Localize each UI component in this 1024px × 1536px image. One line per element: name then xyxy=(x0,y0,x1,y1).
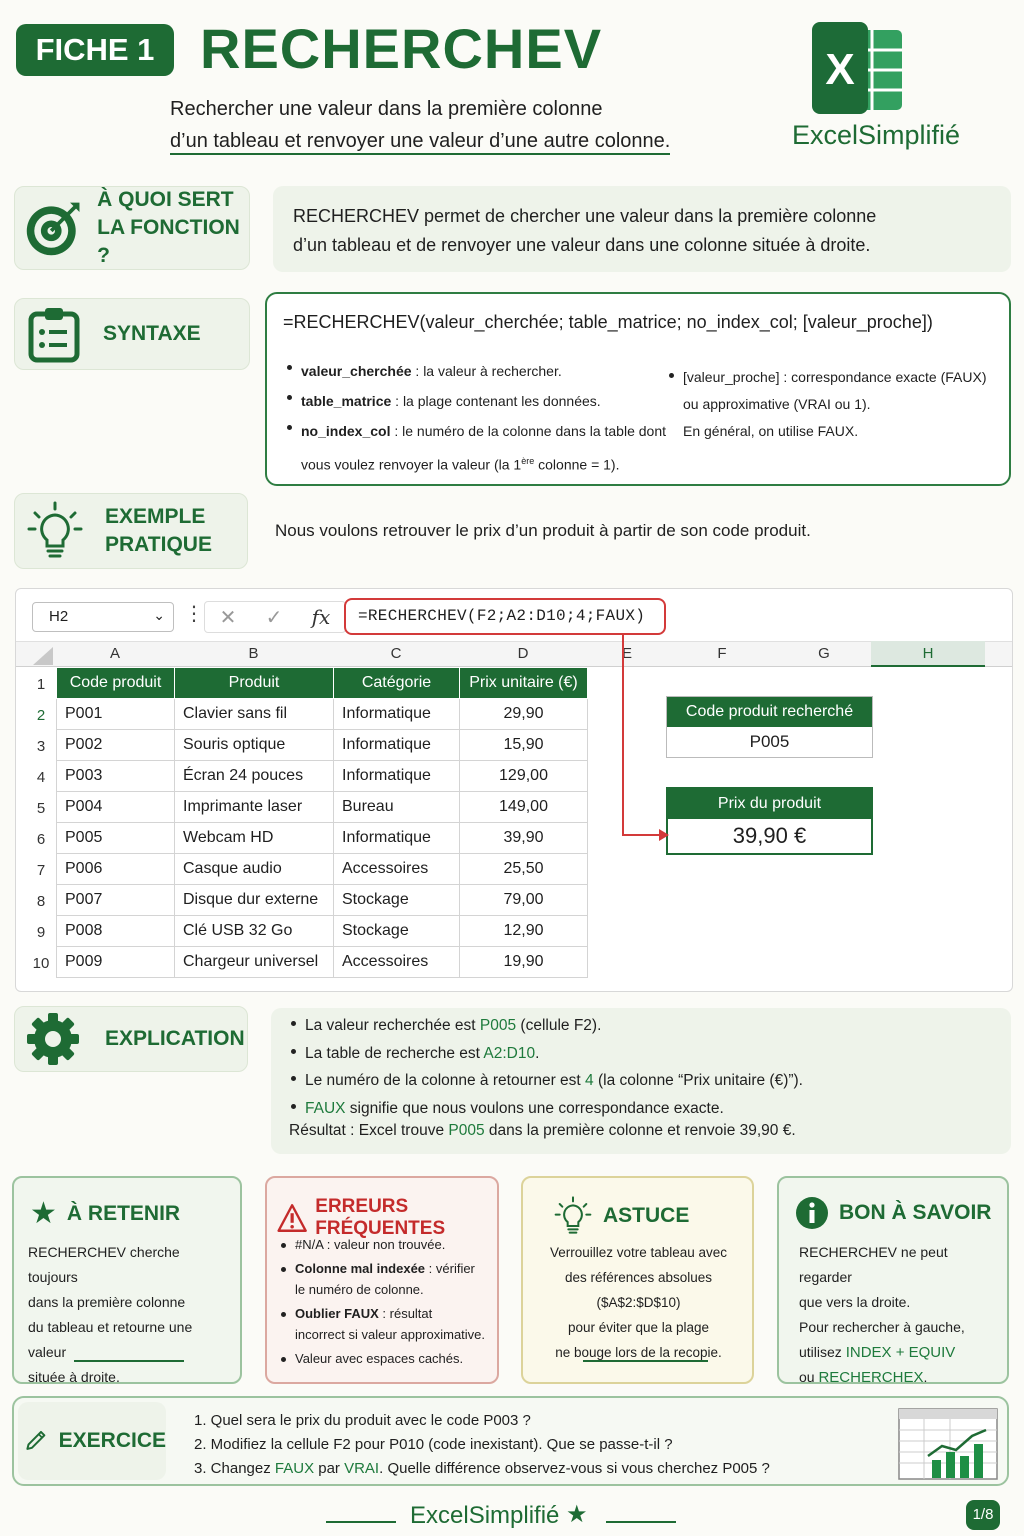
table-cell[interactable]: 29,90 xyxy=(460,699,588,730)
table-cell[interactable]: P001 xyxy=(57,699,175,730)
table-row xyxy=(57,854,588,885)
excel-logo-icon xyxy=(810,20,906,120)
clipboard-icon xyxy=(25,304,85,364)
table-cell[interactable]: P008 xyxy=(57,916,175,947)
table-cell[interactable]: 39,90 xyxy=(460,823,588,854)
exercise-question: 1. Quel sera le prix du produit avec le code P003 ? xyxy=(194,1412,531,1429)
table-cell[interactable]: 149,00 xyxy=(460,792,588,823)
result-label: Prix du produit xyxy=(668,789,871,819)
table-cell[interactable]: P004 xyxy=(57,792,175,823)
syntax-label: SYNTAXE xyxy=(103,322,201,345)
example-label-box xyxy=(14,493,248,569)
table-cell[interactable]: P003 xyxy=(57,761,175,792)
lookup-label: Code produit recherché xyxy=(667,697,872,727)
table-cell[interactable]: Webcam HD xyxy=(175,823,334,854)
syntax-args-list xyxy=(285,356,685,480)
syntax-formula: =RECHERCHEV(valeur_cherchée; table_matrice; no_index_col; [valeur_proche]) xyxy=(283,312,933,332)
astuce-title: ASTUCE xyxy=(603,1204,690,1227)
table-cell[interactable]: Imprimante laser xyxy=(175,792,334,823)
table-cell[interactable]: Clavier sans fil xyxy=(175,699,334,730)
explanation-result: Résultat : Excel trouve P005 dans la première colonne et renvoie 39,90 €. xyxy=(289,1122,796,1139)
syntax-arg-2: table_matrice : la plage contenant les données. xyxy=(285,386,685,416)
table-cell[interactable]: 12,90 xyxy=(460,916,588,947)
explanation-card xyxy=(271,1008,1011,1154)
lookup-value-cell[interactable]: P005 xyxy=(667,727,872,757)
formula-arrow-icon xyxy=(611,631,671,841)
erreur-item: Colonne mal indexée : vérifier le numéro de colonne. xyxy=(279,1258,495,1301)
purpose-label-box xyxy=(14,186,250,270)
col-header-a[interactable]: A xyxy=(109,645,120,662)
fiche-badge: FICHE 1 xyxy=(16,24,174,76)
col-header-c[interactable]: C xyxy=(390,645,402,662)
footer-brand: ExcelSimplifié xyxy=(410,1502,560,1529)
exercise-label: EXERCICE xyxy=(58,1429,166,1452)
explanation-item: Le numéro de la colonne à retourner est 4 (la colonne “Prix unitaire (€)”). xyxy=(289,1067,803,1095)
table-cell[interactable]: P009 xyxy=(57,947,175,978)
data-table xyxy=(56,667,588,978)
cancel-icon[interactable]: ✕ xyxy=(219,606,237,629)
table-header-cell[interactable]: Produit xyxy=(175,668,334,699)
col-header-h[interactable]: H xyxy=(871,641,985,667)
table-cell[interactable]: Chargeur universel xyxy=(175,947,334,978)
subtitle xyxy=(170,93,670,157)
page-number-badge: 1/8 xyxy=(966,1500,1000,1530)
astuce-text: Verrouillez votre tableau avec des références absolues ($A$2:$D$10) pour éviter que la plage ne bouge lors de la recopie. xyxy=(549,1245,728,1360)
syntax-label-box xyxy=(14,298,250,370)
explanation-list xyxy=(289,1012,803,1122)
exercise-questions xyxy=(194,1409,770,1481)
row-number[interactable]: 2 xyxy=(36,707,46,724)
table-row xyxy=(57,947,588,978)
exercise-question: 3. Changez FAUX par VRAI. Quelle différence observez-vous si vous cherchez P005 ? xyxy=(194,1460,770,1477)
spreadsheet-chart-icon xyxy=(898,1408,998,1480)
purpose-text-1: RECHERCHEV permet de chercher une valeur dans la première colonne xyxy=(293,206,877,226)
formula-input[interactable]: =RECHERCHEV(F2;A2:D10;4;FAUX) xyxy=(344,598,666,635)
example-label-1: EXEMPLE xyxy=(105,505,206,528)
syntax-option-note: [valeur_proche] : correspondance exacte (FAUX) ou approximative (VRAI ou 1). En général, on utilise FAUX. xyxy=(667,364,1007,445)
retenir-title: À RETENIR xyxy=(66,1201,181,1225)
col-header-g[interactable]: G xyxy=(818,645,830,662)
row-number[interactable]: 7 xyxy=(36,862,46,879)
col-header-f[interactable]: F xyxy=(717,645,727,662)
syntax-arg-1: valeur_cherchée : la valeur à rechercher. xyxy=(285,356,685,386)
table-cell[interactable]: 15,90 xyxy=(460,730,588,761)
table-row xyxy=(57,761,588,792)
spreadsheet xyxy=(15,588,1013,992)
table-cell[interactable]: Casque audio xyxy=(175,854,334,885)
info-icon xyxy=(795,1196,829,1230)
warning-icon xyxy=(277,1200,307,1236)
table-cell[interactable]: Clé USB 32 Go xyxy=(175,916,334,947)
example-text: Nous voulons retrouver le prix d’un produit à partir de son code produit. xyxy=(275,521,811,540)
page-title: RECHERCHEV xyxy=(200,17,603,80)
table-cell[interactable]: Accessoires xyxy=(334,854,460,885)
col-header-b[interactable]: B xyxy=(248,645,259,662)
syntax-card xyxy=(265,292,1011,486)
table-cell[interactable]: P007 xyxy=(57,885,175,916)
formula-buttons xyxy=(204,601,346,633)
table-cell[interactable]: Stockage xyxy=(334,885,460,916)
explanation-label: EXPLICATION xyxy=(105,1027,245,1050)
erreurs-title: ERREURS FRÉQUENTES xyxy=(315,1196,446,1239)
star-icon: ★ xyxy=(30,1197,57,1230)
gear-icon xyxy=(25,1011,81,1067)
divider xyxy=(74,1360,184,1362)
table-cell[interactable]: Informatique xyxy=(334,730,460,761)
select-all-icon[interactable] xyxy=(33,647,53,665)
table-row xyxy=(57,916,588,947)
explanation-item: La valeur recherchée est P005 (cellule F2). xyxy=(289,1012,803,1040)
chevron-down-icon: ⌄ xyxy=(153,607,165,623)
table-cell[interactable]: P006 xyxy=(57,854,175,885)
subtitle-line-2: d’un tableau et renvoyer une valeur d’une autre colonne. xyxy=(170,130,670,155)
insert-function-icon[interactable]: fx xyxy=(311,605,331,629)
table-row xyxy=(57,730,588,761)
more-options-icon[interactable]: ⋮ xyxy=(184,603,204,625)
table-header-cell[interactable]: Catégorie xyxy=(334,668,460,699)
brand-logo-text: ExcelSimplifié xyxy=(792,120,961,150)
table-cell[interactable]: 25,50 xyxy=(460,854,588,885)
row-number[interactable]: 10 xyxy=(32,955,50,972)
bon-title: BON À SAVOIR xyxy=(839,1201,992,1224)
confirm-icon[interactable]: ✓ xyxy=(265,606,283,629)
table-cell[interactable]: 79,00 xyxy=(460,885,588,916)
formula-bar xyxy=(16,589,1012,641)
purpose-label-2: LA FONCTION ? xyxy=(97,216,240,267)
table-row xyxy=(57,792,588,823)
row-number[interactable]: 4 xyxy=(36,769,46,786)
row-number[interactable]: 9 xyxy=(36,924,46,941)
table-cell[interactable]: Écran 24 pouces xyxy=(175,761,334,792)
name-box[interactable]: H2 ⌄ xyxy=(32,602,174,632)
retenir-text: RECHERCHEV cherche toujours dans la première colonne du tableau et retourne une valeur située à droite. xyxy=(28,1244,193,1385)
erreurs-card xyxy=(265,1176,499,1384)
footer-divider-left xyxy=(326,1521,396,1523)
col-header-d[interactable]: D xyxy=(517,645,529,662)
table-cell[interactable]: Accessoires xyxy=(334,947,460,978)
explanation-label-box xyxy=(14,1006,248,1072)
table-cell[interactable]: Stockage xyxy=(334,916,460,947)
exercise-question: 2. Modifiez la cellule F2 pour P010 (code inexistant). Que se passe-t-il ? xyxy=(194,1436,673,1453)
retenir-card xyxy=(12,1176,242,1384)
subtitle-line-1: Rechercher une valeur dans la première colonne xyxy=(170,98,603,120)
row-number[interactable]: 3 xyxy=(36,738,46,755)
table-cell[interactable]: P002 xyxy=(57,730,175,761)
table-cell[interactable]: Souris optique xyxy=(175,730,334,761)
purpose-label-1: À QUOI SERT xyxy=(97,188,234,211)
explanation-item: FAUX signifie que nous voulons une correspondance exacte. xyxy=(289,1095,803,1123)
row-number[interactable]: 1 xyxy=(36,676,46,693)
table-cell[interactable]: Informatique xyxy=(334,823,460,854)
table-cell[interactable]: Disque dur externe xyxy=(175,885,334,916)
logo-letter: X xyxy=(825,45,855,94)
table-header-cell[interactable]: Prix unitaire (€) xyxy=(460,668,588,699)
lookup-cell-box xyxy=(666,696,873,758)
divider xyxy=(583,1360,708,1362)
table-header-cell[interactable]: Code produit xyxy=(57,668,175,699)
purpose-text-2: d’un tableau et de renvoyer une valeur dans une colonne située à droite. xyxy=(293,235,871,255)
col-header-e[interactable]: E xyxy=(621,645,632,662)
row-number[interactable]: 5 xyxy=(36,800,46,817)
footer-divider-right xyxy=(606,1521,676,1523)
table-cell[interactable]: P005 xyxy=(57,823,175,854)
result-value-cell[interactable]: 39,90 € xyxy=(668,819,871,853)
exercise-label-box xyxy=(18,1402,166,1480)
example-label-2: PRATIQUE xyxy=(105,533,212,556)
table-header-row xyxy=(57,668,588,699)
table-cell[interactable]: Informatique xyxy=(334,761,460,792)
table-cell[interactable]: 19,90 xyxy=(460,947,588,978)
row-number[interactable]: 6 xyxy=(36,831,46,848)
explanation-item: La table de recherche est A2:D10. xyxy=(289,1040,803,1068)
lightbulb-icon xyxy=(27,501,83,561)
exercise-card xyxy=(12,1396,1009,1486)
bon-text: RECHERCHEV ne peut regarder que vers la droite. Pour rechercher à gauche, utilisez INDEX + EQUIV ou RECHERCHEX. xyxy=(799,1244,965,1386)
erreur-item: #N/A : valeur non trouvée. xyxy=(279,1234,495,1256)
target-icon xyxy=(23,195,85,261)
astuce-card xyxy=(521,1176,754,1384)
table-cell[interactable]: Bureau xyxy=(334,792,460,823)
star-icon: ★ xyxy=(566,1501,588,1528)
bon-a-savoir-card xyxy=(777,1176,1009,1384)
lightbulb-icon xyxy=(553,1196,593,1236)
erreur-item: Valeur avec espaces cachés. xyxy=(279,1348,495,1370)
table-cell[interactable]: Informatique xyxy=(334,699,460,730)
table-cell[interactable]: 129,00 xyxy=(460,761,588,792)
table-row xyxy=(57,823,588,854)
erreur-item: Oublier FAUX : résultat incorrect si valeur approximative. xyxy=(279,1303,495,1346)
erreurs-list xyxy=(279,1234,495,1369)
table-row xyxy=(57,699,588,730)
result-cell-box xyxy=(666,787,873,855)
purpose-text-card xyxy=(273,186,1011,272)
pencil-icon xyxy=(24,1421,47,1461)
syntax-arg-3: no_index_col : le numéro de la colonne dans la table dont vous voulez renvoyer la valeur (la 1ère colonne = 1). xyxy=(285,416,685,480)
table-row xyxy=(57,885,588,916)
row-number[interactable]: 8 xyxy=(36,893,46,910)
